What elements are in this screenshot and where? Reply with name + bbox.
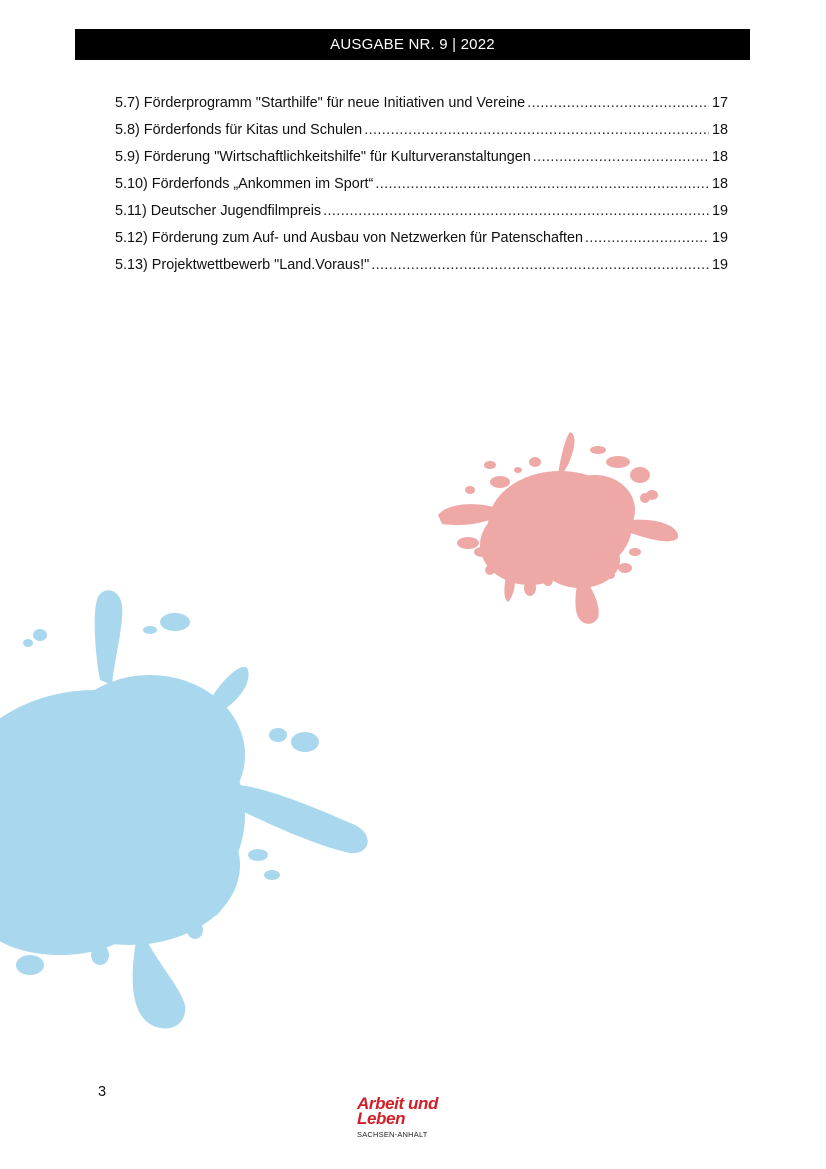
toc-item-page: 19 [711, 230, 728, 246]
red-splash-decoration [430, 420, 690, 635]
toc-item-page: 18 [711, 176, 728, 192]
toc-item[interactable] [115, 230, 728, 257]
toc-item-label: 5.9) Förderung "Wirtschaftlichkeitshilfe" für Kulturveranstaltungen [115, 149, 531, 165]
arbeit-und-leben-logo [357, 1096, 438, 1139]
page-number: 3 [98, 1084, 107, 1100]
toc-item-label: 5.8) Förderfonds für Kitas und Schulen [115, 122, 363, 138]
toc-item-label: 5.12) Förderung zum Auf- und Ausbau von Netzwerken für Patenschaften [115, 230, 583, 246]
dot-leader [364, 122, 709, 138]
blue-splash-decoration [0, 585, 375, 1040]
logo-subtitle: SACHSEN-ANHALT [357, 1130, 428, 1139]
toc-item-label: 5.7) Förderprogramm "Starthilfe" für neue Initiativen und Vereine [115, 95, 526, 111]
toc-item[interactable] [115, 122, 728, 149]
toc-item-label: 5.11) Deutscher Jugendfilmpreis [115, 203, 322, 219]
logo-line1: Arbeit und [357, 1094, 438, 1113]
dot-leader [323, 203, 709, 219]
toc-item-label: 5.13) Projektwettbewerb "Land.Voraus!" [115, 257, 370, 273]
toc-item-page: 19 [711, 203, 728, 219]
toc-item[interactable] [115, 149, 728, 176]
dot-leader [527, 95, 709, 111]
toc-item[interactable] [115, 95, 728, 122]
toc-item[interactable] [115, 257, 728, 284]
toc-item-page: 19 [711, 257, 728, 273]
toc-item-label: 5.10) Förderfonds „Ankommen im Sport“ [115, 176, 374, 192]
table-of-contents [115, 95, 728, 284]
toc-item-page: 18 [711, 149, 728, 165]
dot-leader [533, 149, 709, 165]
dot-leader [585, 230, 709, 246]
toc-item-page: 18 [711, 122, 728, 138]
header-title: AUSGABE NR. 9 | 2022 [330, 36, 495, 53]
toc-item[interactable] [115, 176, 728, 203]
dot-leader [371, 257, 709, 273]
header-bar [75, 29, 750, 60]
toc-item[interactable] [115, 203, 728, 230]
dot-leader [375, 176, 709, 192]
toc-item-page: 17 [711, 95, 728, 111]
logo-line2: Leben [357, 1109, 406, 1128]
